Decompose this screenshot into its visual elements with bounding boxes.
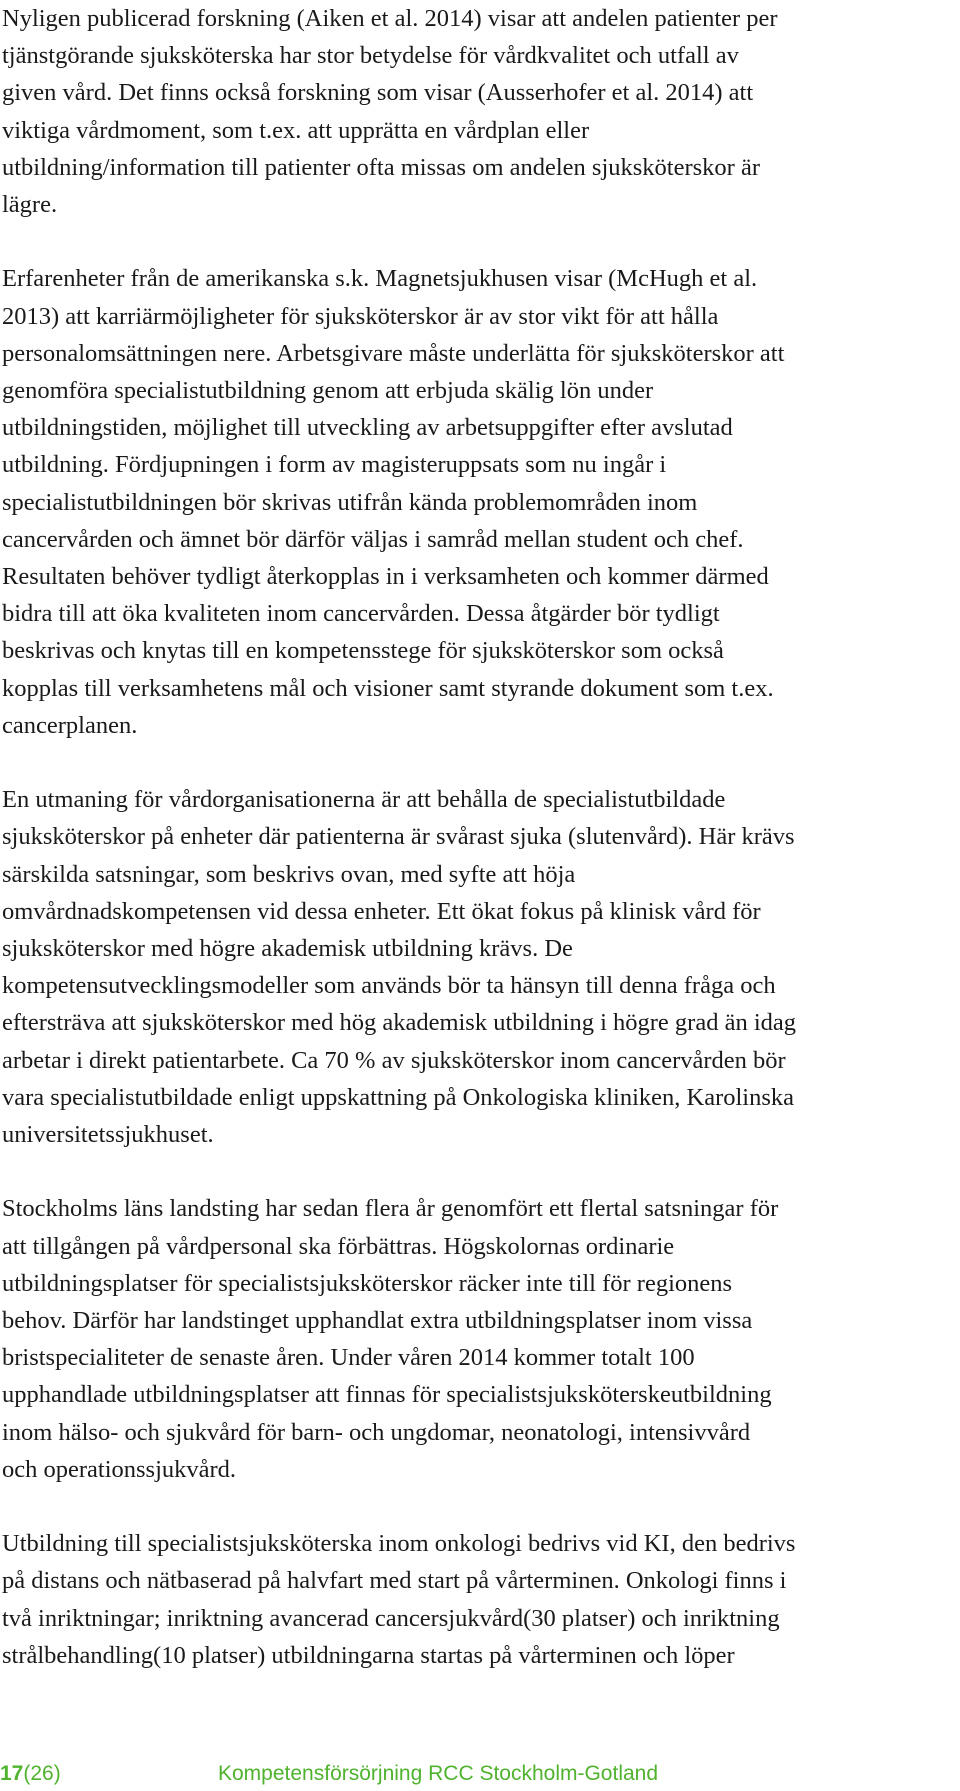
paragraph-line: Stockholms läns landsting har sedan flera år genomfört ett flertal satsningar för bbox=[2, 1195, 779, 1223]
paragraph-line: arbetar i direkt patientarbete. Ca 70 % av sjuksköterskor inom cancervården bör bbox=[2, 1046, 786, 1074]
document-body bbox=[2, 0, 960, 1711]
paragraph-line: utbildning. Fördjupningen i form av magisteruppsats som nu ingår i bbox=[2, 451, 667, 479]
paragraph-line: universitetssjukhuset. bbox=[2, 1121, 214, 1149]
paragraph-line: cancervården och ämnet bör därför väljas i samråd mellan student och chef. bbox=[2, 525, 744, 553]
paragraph-line: upphandlade utbildningsplatser att finnas för specialistsjuksköterskeutbildning bbox=[2, 1381, 772, 1409]
body-paragraph bbox=[2, 1190, 960, 1488]
paragraph-line: utbildningsplatser för specialistsjuksköterskor räcker inte till för regionens bbox=[2, 1269, 733, 1297]
paragraph-line: Nyligen publicerad forskning (Aiken et al. 2014) visar att andelen patienter per bbox=[2, 5, 778, 32]
body-paragraph bbox=[2, 781, 960, 1153]
paragraph-line: Erfarenheter från de amerikanska s.k. Magnetsjukhusen visar (McHugh et al. bbox=[2, 265, 758, 293]
paragraph-line: vara specialistutbildade enligt uppskattning på Onkologiska kliniken, Karolinska bbox=[2, 1083, 795, 1111]
paragraph-line: cancerplanen. bbox=[2, 711, 138, 739]
paragraph-line: En utmaning för vårdorganisationerna är att behålla de specialistutbildade bbox=[2, 786, 726, 814]
paragraph-line: given vård. Det finns också forskning som visar (Ausserhofer et al. 2014) att bbox=[2, 79, 754, 107]
body-paragraph bbox=[2, 260, 960, 744]
paragraph-line: eftersträva att sjuksköterskor med hög akademisk utbildning i högre grad än idag bbox=[2, 1009, 797, 1037]
paragraph-line: bristspecialiteter de senaste åren. Under våren 2014 kommer totalt 100 bbox=[2, 1344, 695, 1372]
footer-document-title: Kompetensförsörjning RCC Stockholm-Gotland bbox=[218, 1762, 659, 1785]
paragraph-line: inom hälso- och sjukvård för barn- och ungdomar, neonatologi, intensivvård bbox=[2, 1418, 751, 1446]
paragraph-line: Utbildning till specialistsjuksköterska inom onkologi bedrivs vid KI, den bedrivs bbox=[2, 1530, 796, 1558]
paragraph-line: tjänstgörande sjuksköterska har stor betydelse för vårdkvalitet och utfall av bbox=[2, 42, 739, 70]
paragraph-line: strålbehandling(10 platser) utbildningarna startas på vårterminen och löper bbox=[2, 1641, 735, 1669]
paragraph-line: på distans och nätbaserad på halvfart med start på vårterminen. Onkologi finns i bbox=[2, 1567, 787, 1595]
paragraph-line: särskilda satsningar, som beskrivs ovan, med syfte att höja bbox=[2, 860, 576, 888]
paragraph-line: sjuksköterskor med högre akademisk utbildning krävs. De bbox=[2, 935, 573, 963]
paragraph-line: sjuksköterskor på enheter där patienterna är svårast sjuka (slutenvård). Här krävs bbox=[2, 823, 795, 851]
paragraph-line: lägre. bbox=[2, 191, 58, 219]
body-paragraph bbox=[2, 1525, 960, 1674]
paragraph-line: bidra till att öka kvaliteten inom cancervården. Dessa åtgärder bör tydligt bbox=[2, 600, 720, 628]
body-paragraph bbox=[2, 0, 960, 223]
paragraph-line: personalomsättningen nere. Arbetsgivare måste underlätta för sjuksköterskor att bbox=[2, 339, 785, 367]
paragraph-line: beskrivas och knytas till en kompetensstege för sjuksköterskor som också bbox=[2, 637, 724, 665]
paragraph-line: kopplas till verksamhetens mål och visioner samt styrande dokument som t.ex. bbox=[2, 674, 774, 702]
paragraph-line: utbildningstiden, möjlighet till utveckling av arbetsuppgifter efter avslutad bbox=[2, 414, 733, 442]
page-number bbox=[0, 1761, 61, 1787]
paragraph-line: 2013) att karriärmöjligheter för sjuksköterskor är av stor vikt för att hålla bbox=[2, 302, 719, 330]
paragraph-line: att tillgången på vårdpersonal ska förbättras. Högskolornas ordinarie bbox=[2, 1232, 675, 1260]
paragraph-line: och operationssjukvård. bbox=[2, 1455, 237, 1483]
paragraph-line: viktiga vårdmoment, som t.ex. att upprätta en vårdplan eller bbox=[2, 116, 590, 144]
paragraph-line: utbildning/information till patienter ofta missas om andelen sjuksköterskor är bbox=[2, 153, 760, 181]
paragraph-line: Resultaten behöver tydligt återkopplas in i verksamheten och kommer därmed bbox=[2, 563, 769, 591]
page-number-current: 17 bbox=[0, 1762, 24, 1785]
paragraph-line: omvårdnadskompetensen vid dessa enheter. Ett ökat fokus på klinisk vård för bbox=[2, 897, 761, 925]
paragraph-line: kompetensutvecklingsmodeller som används bör ta hänsyn till denna fråga och bbox=[2, 972, 776, 1000]
paragraph-line: två inriktningar; inriktning avancerad cancersjukvård(30 platser) och inriktning bbox=[2, 1604, 780, 1632]
page-footer bbox=[0, 1761, 960, 1787]
paragraph-line: genomföra specialistutbildning genom att erbjuda skälig lön under bbox=[2, 377, 654, 405]
page-number-total: (26) bbox=[23, 1762, 61, 1785]
paragraph-line: behov. Därför har landstinget upphandlat extra utbildningsplatser inom vissa bbox=[2, 1307, 753, 1335]
paragraph-line: specialistutbildningen bör skrivas utifrån kända problemområden inom bbox=[2, 488, 698, 516]
